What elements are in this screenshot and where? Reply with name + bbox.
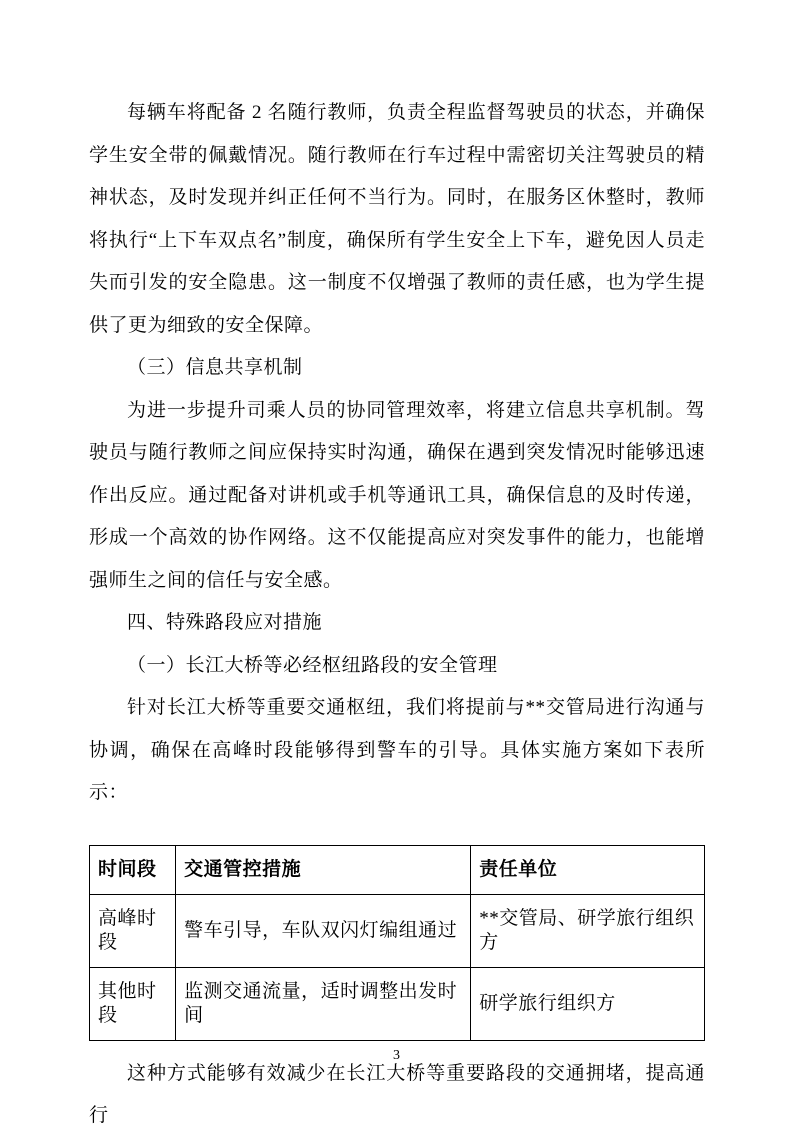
document-content: [89, 92, 705, 1138]
table-cell-responsible-unit: 研学旅行组织方: [471, 967, 705, 1040]
table-header-row: [90, 845, 705, 894]
table-row: [90, 967, 705, 1040]
table-cell-responsible-unit: **交管局、研学旅行组织方: [471, 894, 705, 967]
table-cell-control-measures: 警车引导，车队双闪灯编组通过: [176, 894, 471, 967]
table-cell-time-period: 其他时段: [90, 967, 176, 1040]
section-heading-info-sharing: （三）信息共享机制: [127, 357, 303, 378]
table-cell-control-measures: 监测交通流量，适时调整出发时间: [176, 967, 471, 1040]
paragraph-info-sharing: 为进一步提升司乘人员的协同管理效率，将建立信息共享机制。驾驶员与随行教师之间应保持实时沟通，确保在遇到突发情况时能够迅速作出反应。通过配备对讲机或手机等通讯工具，确保信息的及时传递，形成一个高效的协作网络。这不仅能提高应对突发事件的能力，也能增强师生之间的信任与安全感。: [89, 399, 705, 591]
paragraph-bridge-plan: 针对长江大桥等重要交通枢纽，我们将提前与**交管局进行沟通与协调，确保在高峰时段能够得到警车的引导。具体实施方案如下表所示：: [89, 697, 705, 803]
paragraph-teacher-supervision: 每辆车将配备 2 名随行教师，负责全程监督驾驶员的状态，并确保学生安全带的佩戴情况。随行教师在行车过程中需密切关注驾驶员的精神状态，及时发现并纠正任何不当行为。同时，在服务区休整时，教师将执行“上下车双点名”制度，确保所有学生安全上下车，避免因人员走失而引发的安全隐患。这一制度不仅增强了教师的责任感，也为学生提供了更为细致的安全保障。: [89, 102, 705, 336]
table-cell-time-period: 高峰时段: [90, 894, 176, 967]
table-header-time-period: 时间段: [90, 845, 176, 894]
page-number: 3: [393, 1048, 400, 1063]
table-header-responsible-unit: 责任单位: [471, 845, 705, 894]
paragraph-conclusion: 这种方式能够有效减少在长江大桥等重要路段的交通拥堵，提高通行: [89, 1062, 705, 1126]
table-header-control-measures: 交通管控措施: [176, 845, 471, 894]
chapter-heading-special-roads: 四、特殊路段应对措施: [127, 612, 323, 633]
traffic-control-table: [89, 845, 705, 1041]
table-row: [90, 894, 705, 967]
section-heading-bridge-safety: （一）长江大桥等必经枢纽路段的安全管理: [127, 654, 498, 676]
